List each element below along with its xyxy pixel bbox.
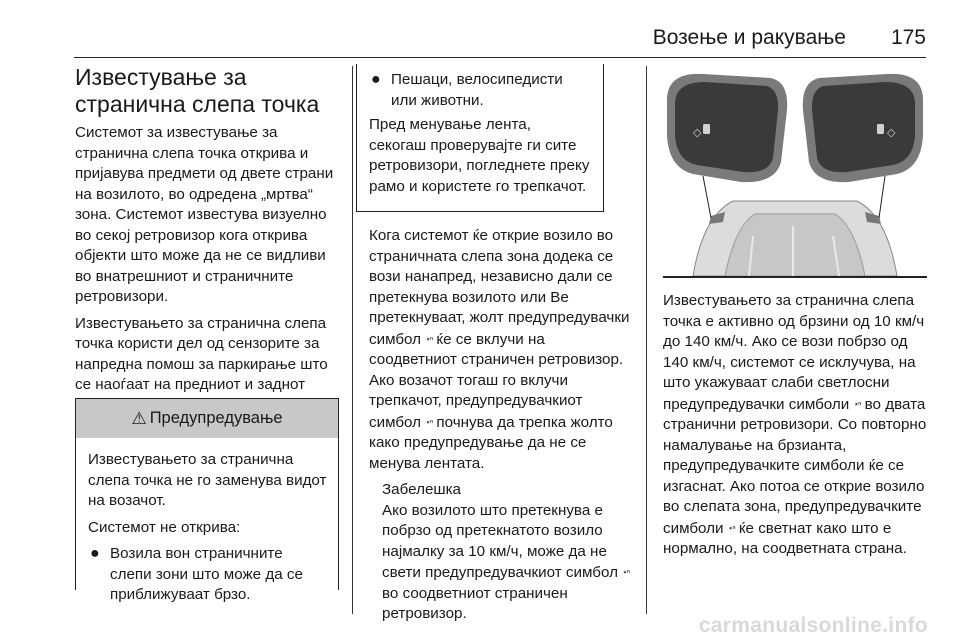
warning-heading bbox=[76, 398, 338, 438]
warning-box bbox=[75, 398, 339, 603]
svg-text:◇: ◇ bbox=[887, 126, 896, 139]
section-title: Известување за странична слепа точка bbox=[75, 64, 320, 117]
blind-spot-warning-icon: ⋆ⁿ bbox=[853, 398, 861, 409]
sensor-paragraph: Известувањето за странична слепа точка користи дел од сензорите за напредна помош за паркирање што се наоѓаат на предниот и заднот bbox=[75, 314, 328, 393]
svg-text:◇: ◇ bbox=[693, 126, 702, 139]
header-title: Возење и ракување bbox=[652, 26, 846, 49]
activation-paragraph: Известувањето за странична слепа точка е активно од брзини од 10 км/ч до 140 км/ч. Ако се вози побрзо од 140 км/ч, системот се исклучува, на што укажуваат слаби светлосни предупредувачки симболи ⋆ⁿ во двата странични ретровизори. Со повторно намалување на брзианта, предупредувачките симболи ќе се изгаснат. Ако потоа се открие возило во слепата зона, предупредувачките симболи ⋆ⁿ ќе светнат како што е нормално, на соодветната страна. bbox=[663, 292, 927, 557]
column-divider bbox=[646, 66, 647, 614]
page-number: 175 bbox=[890, 26, 926, 49]
column-3 bbox=[663, 291, 927, 566]
blind-spot-warning-icon: ⋆ⁿ bbox=[425, 333, 433, 344]
mirror-illustration-svg bbox=[663, 66, 927, 276]
warning-triangle-icon: ⚠ bbox=[131, 408, 147, 428]
figure-divider bbox=[663, 276, 927, 278]
column-divider bbox=[352, 66, 353, 614]
list-item: ● Возила вон страничните слепи зони што можe да се приближуваат брзо. bbox=[90, 545, 303, 603]
column-2 bbox=[369, 64, 635, 631]
page-header bbox=[74, 24, 926, 58]
note-text: Ако возилото што претекнува е побрзо од претекнатото возило најмалку за 10 км/ч, може да не свети предупредувачкиот симбол ⋆ⁿ во соодветниот страничен ретровизор. bbox=[382, 501, 630, 622]
list-item: ● Пешаци, велосипедисти или животни. bbox=[371, 71, 563, 109]
note-title: Забелешка bbox=[382, 481, 462, 498]
bullet-icon: ● bbox=[90, 545, 100, 562]
warning-text: Пред менување лента, секогаш проверувајте ги сите ретровизори, погледнете преку рамо и користете го трепкачот. bbox=[369, 116, 590, 195]
blind-spot-warning-icon: ⋆ⁿ bbox=[622, 567, 630, 577]
mirror-illustration bbox=[663, 66, 927, 276]
blind-spot-warning-icon: ⋆ⁿ bbox=[425, 416, 433, 427]
bullet-icon: ● bbox=[371, 71, 381, 88]
warning-box-continued bbox=[356, 64, 604, 212]
warning-text: Известувањето за странична слепа точка не го заменува видот на возачот. bbox=[88, 451, 327, 509]
warning-text: Системот не открива: bbox=[88, 518, 241, 536]
blind-spot-warning-icon: ⋆ⁿ bbox=[727, 522, 735, 533]
note-block bbox=[369, 480, 635, 625]
watermark: carmanualsonline.info bbox=[698, 614, 928, 637]
warning-heading-text: Предупредување bbox=[149, 409, 283, 427]
column-1 bbox=[75, 64, 345, 422]
intro-paragraph: Системот за известување за странична слепа точка открива и пријавува предмети од двете страни на возилото, во одредена „мртва“ зона. Системот известува визуелно во секој ретровизор кога открива објекти што може да не се видливи во внатрешниот и страничните ретровизори. bbox=[75, 124, 334, 305]
detection-paragraph: Кога системот ќе открие возило во страничната слепа зона додека се вози нанапред, независно дали се претекнува возилото или Ве претекнуваат, жолт предупредувачки симбол ⋆ⁿ ќе се вклучи на соодветниот страничен ретровизор. Ако возачот тогаш го вклучи трепкачот, предупредувачкиот симбол ⋆ⁿ почнува да трепка жолто како предупредување да не се менува лентата. bbox=[369, 227, 630, 472]
